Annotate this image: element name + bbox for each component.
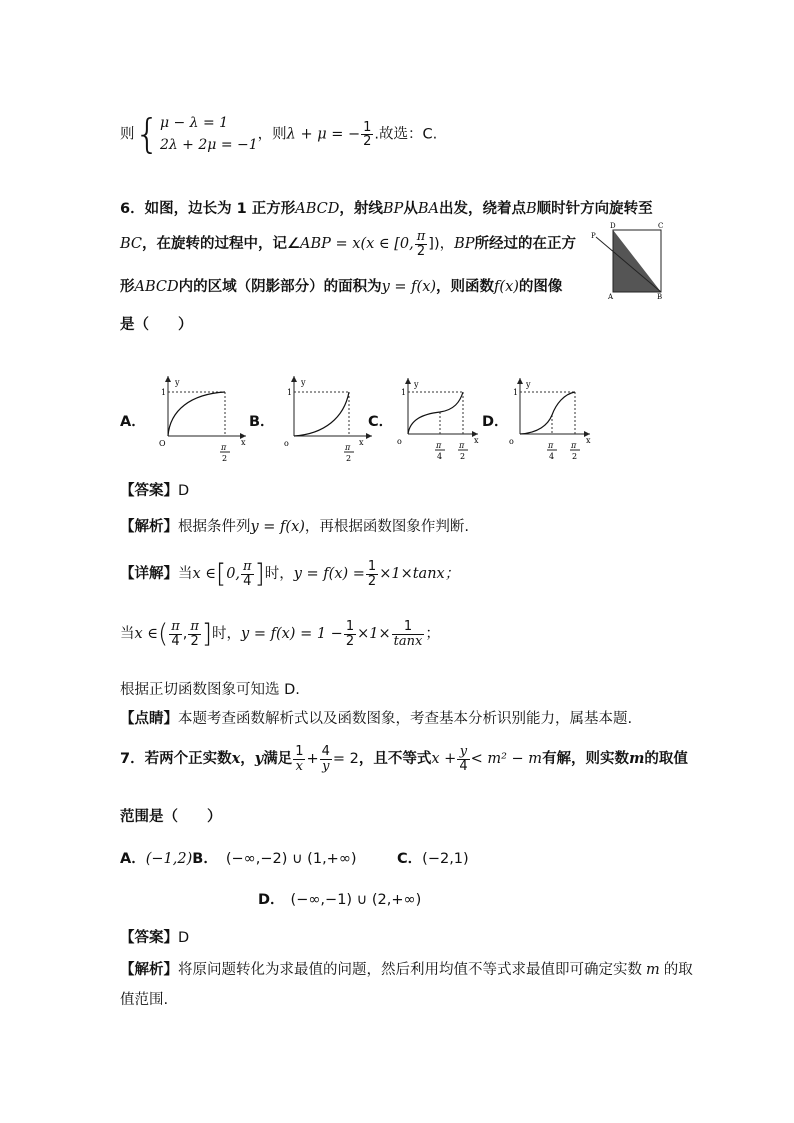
shaded-region bbox=[613, 230, 661, 292]
system-eq1: μ − λ = 1 bbox=[159, 115, 229, 131]
q6-l1c: 从 bbox=[403, 201, 418, 217]
q6-l2a: ，在旋转的过程中，记∠ bbox=[142, 236, 301, 253]
equation-system bbox=[160, 113, 258, 156]
q7-option-d-wrap bbox=[258, 888, 421, 909]
detail-four: 4 bbox=[243, 573, 252, 589]
d2-x-in: x ∈ bbox=[134, 626, 159, 643]
option-d-label[interactable]: D． bbox=[482, 414, 509, 430]
q7-line2: 范围是（ ） bbox=[120, 809, 222, 825]
q7-option-b-label[interactable]: B． bbox=[192, 851, 218, 867]
square-figure bbox=[588, 222, 668, 300]
curve bbox=[294, 392, 349, 436]
y-label: y bbox=[301, 378, 306, 387]
x-label: x bbox=[241, 438, 246, 447]
d2-when: 当 bbox=[120, 626, 135, 643]
q6-line3 bbox=[120, 275, 562, 296]
q6-area: y = f(x) bbox=[381, 279, 437, 295]
q6-detail-1 bbox=[120, 560, 459, 588]
two-label: 2 bbox=[460, 452, 466, 461]
half-den: 2 bbox=[367, 573, 377, 589]
origin-label: O bbox=[159, 439, 166, 448]
origin-label: o bbox=[397, 437, 402, 446]
q7-answer bbox=[120, 926, 189, 947]
q6-l3a: 形 bbox=[120, 279, 135, 295]
bracket-close-2: ] bbox=[201, 619, 213, 650]
option-a-label[interactable]: A． bbox=[120, 414, 146, 430]
q7-answer-value: D bbox=[178, 930, 190, 946]
q7-option-a-label[interactable]: A． bbox=[120, 851, 146, 867]
detail-time: 时， bbox=[264, 566, 294, 583]
q7-option-c-label[interactable]: C． bbox=[397, 851, 423, 867]
q7-den-4: 4 bbox=[459, 758, 468, 774]
origin-label: o bbox=[284, 439, 289, 448]
d2-four: 4 bbox=[171, 633, 180, 649]
detail-expr1: y = f(x) = bbox=[293, 566, 365, 583]
q7-l1d: 有解，则实数 bbox=[542, 751, 630, 768]
label-p: P bbox=[591, 232, 596, 240]
system-eq2: 2λ + 2μ = −1 bbox=[159, 136, 258, 153]
q7-option-a[interactable]: (−1,2) bbox=[145, 851, 193, 867]
analysis-text-b: ，再根据函数图象作判断. bbox=[304, 519, 470, 535]
q7-option-c-wrap bbox=[397, 847, 469, 868]
q6-l2c: ])， bbox=[428, 236, 455, 253]
q7-options-row1 bbox=[120, 847, 357, 868]
label-b: B bbox=[657, 293, 663, 300]
graph-d[interactable] bbox=[500, 370, 605, 465]
q6-line4: 是（ ） bbox=[120, 317, 193, 333]
q6-abcd2: ABCD bbox=[134, 279, 179, 295]
y-label: y bbox=[414, 380, 419, 389]
q7-analysis-c: 值范围. bbox=[120, 992, 169, 1008]
q7-frac-4y bbox=[320, 745, 332, 773]
q6-answer bbox=[120, 479, 189, 500]
point-label: 【点睛】 bbox=[120, 711, 178, 727]
d2-one-over-tan bbox=[392, 620, 425, 648]
d2-half-num: 1 bbox=[345, 619, 355, 634]
answer-value: D bbox=[178, 483, 190, 499]
answer-label: 【答案】 bbox=[120, 483, 178, 499]
bracket-open: [ bbox=[216, 559, 227, 590]
detail-pi-quarter bbox=[241, 560, 254, 588]
q7-analysis-label: 【解析】 bbox=[120, 962, 178, 978]
two-label: 2 bbox=[346, 454, 352, 463]
q6-bp: BP bbox=[382, 201, 404, 217]
detail-int: 0, bbox=[226, 566, 241, 583]
analysis-expr: y = f(x) bbox=[250, 519, 305, 535]
curve bbox=[168, 392, 225, 436]
y-arrow-icon bbox=[405, 378, 411, 384]
q6-abp: ABP = x bbox=[300, 236, 361, 253]
d2-pi-half bbox=[188, 620, 201, 648]
d2-one: 1 bbox=[392, 620, 425, 635]
prev-then: ，则 bbox=[257, 126, 287, 143]
d2-end: ； bbox=[425, 626, 440, 643]
prev-frac-num: 1 bbox=[363, 119, 372, 135]
graph-a[interactable] bbox=[146, 370, 251, 465]
q7-x: x bbox=[231, 750, 241, 768]
detail-expr1-tail: ×1×tanx； bbox=[379, 566, 460, 583]
q7-num4: 4 bbox=[321, 744, 330, 759]
curve bbox=[520, 392, 575, 434]
prev-tail: .故选：C. bbox=[374, 126, 438, 143]
q6-two: 2 bbox=[416, 243, 426, 259]
q6-point bbox=[120, 707, 632, 728]
option-b-label[interactable]: B． bbox=[249, 414, 275, 430]
pi-label: π bbox=[345, 443, 351, 452]
q7-ineq-a: x + bbox=[431, 751, 457, 768]
q6-ba: BA bbox=[417, 201, 439, 217]
paren-open: ( bbox=[158, 619, 169, 650]
d2-time: 时， bbox=[212, 626, 242, 643]
prev-solution-line bbox=[120, 113, 437, 156]
q7-l1b: 满足 bbox=[263, 751, 293, 768]
d2-pi-quarter bbox=[169, 620, 182, 648]
q6-line1 bbox=[120, 197, 653, 218]
detail-label: 【详解】 bbox=[120, 566, 178, 583]
detail-when: 当 bbox=[178, 566, 193, 583]
d2-tan: tanx bbox=[393, 633, 423, 649]
q6-pi: π bbox=[416, 229, 426, 244]
prev-result: λ + μ = − bbox=[286, 126, 361, 143]
x-arrow-icon bbox=[366, 433, 372, 439]
q6-l1e: 顺时针方向旋转至 bbox=[536, 201, 653, 217]
q7-comma: ， bbox=[240, 751, 255, 768]
label-d: D bbox=[610, 222, 616, 230]
q7-den-x: x bbox=[295, 758, 303, 774]
x-label: x bbox=[586, 436, 591, 445]
d2-half-den: 2 bbox=[345, 633, 355, 649]
q7-option-d[interactable]: (−∞,−1) ∪ (2,+∞) bbox=[290, 892, 422, 908]
q6-l1b: ，射线 bbox=[339, 201, 383, 217]
q7-analysis-a: 将原问题转化为求最值的问题，然后利用均值不等式求最值即可确定实数 bbox=[178, 962, 642, 978]
q7-den-y: y bbox=[322, 758, 330, 774]
analysis-text-a: 根据条件列 bbox=[178, 519, 251, 535]
q7-l1a: 7．若两个正实数 bbox=[120, 751, 232, 768]
q7-eq-rhs: = 2 bbox=[332, 751, 359, 768]
q7-m: m bbox=[629, 750, 645, 768]
q7-option-c[interactable]: (−2,1) bbox=[422, 851, 469, 867]
origin-label: o bbox=[509, 437, 514, 446]
q7-option-b[interactable]: (−∞,−2) ∪ (1,+∞) bbox=[225, 851, 357, 867]
q7-analysis-b: 的取 bbox=[663, 962, 693, 978]
q6-detail-2: 当x ∈( $\frac{\pi}{4}$ , $\frac{\pi}{2}$ ]时，y = f(x) = 1 − $\frac{1}{2}$ ×1× $\frac{1}{\tan x}$ ； bbox=[120, 619, 440, 650]
two-label: 2 bbox=[572, 452, 578, 461]
four-label: 4 bbox=[437, 452, 443, 461]
one-label: 1 bbox=[161, 388, 167, 397]
q7-l1c: ，且不等式 bbox=[358, 751, 432, 768]
q7-frac-1x bbox=[293, 745, 305, 773]
system-brace: { bbox=[134, 111, 160, 158]
option-c-label[interactable]: C． bbox=[368, 414, 394, 430]
q6-l3b: 内的区域（阴影部分）的面积为 bbox=[178, 279, 382, 295]
q6-abcd: ABCD bbox=[295, 201, 340, 217]
d2-half bbox=[344, 620, 356, 648]
q7-analysis-m: m bbox=[646, 962, 660, 978]
one-label: 1 bbox=[513, 388, 519, 397]
q7-line1: 7．若两个正实数x，y满足 $\frac{1}{x}$ + $\frac{4}{y}$ = 2，且不等式x + $\frac{y}{4}$ < m² − m有解，则实数m的取值 bbox=[120, 744, 688, 774]
q6-l1a: 6．如图，边长为 1 正方形 bbox=[120, 201, 296, 217]
q7-frac-y4 bbox=[457, 745, 469, 773]
q7-ineq-b: < m² − m bbox=[470, 751, 543, 768]
q6-bp2: BP bbox=[454, 236, 475, 253]
detail-half bbox=[366, 560, 378, 588]
prev-fraction bbox=[361, 121, 373, 149]
half-num: 1 bbox=[367, 559, 377, 574]
q6-l1d: 出发，绕着点 bbox=[438, 201, 526, 217]
d2-two: 2 bbox=[190, 633, 199, 649]
q7-num1: 1 bbox=[295, 744, 304, 759]
y-label: y bbox=[526, 380, 531, 389]
pi-label-2: π bbox=[571, 441, 577, 450]
x-label: x bbox=[359, 438, 364, 447]
q7-option-d-label[interactable]: D． bbox=[258, 892, 285, 908]
q6-analysis bbox=[120, 515, 469, 536]
q7-y: y bbox=[254, 750, 264, 768]
two-label: 2 bbox=[222, 454, 228, 463]
q6-l3d: 的图像 bbox=[518, 279, 563, 295]
q7-num-y: y bbox=[457, 745, 469, 760]
curve bbox=[408, 392, 463, 434]
d2-pi: π bbox=[171, 619, 180, 634]
x-label: x bbox=[474, 436, 479, 445]
point-text: 本题考查函数解析式以及函数图象，考查基本分析识别能力，属基本题. bbox=[178, 711, 633, 727]
prev-frac-den: 2 bbox=[363, 134, 372, 150]
d2-expr: y = f(x) = 1 − bbox=[241, 626, 343, 643]
q6-conclusion: 根据正切函数图象可知选 D. bbox=[120, 682, 300, 698]
detail-x-in: x ∈ bbox=[192, 566, 217, 583]
analysis-label: 【解析】 bbox=[120, 519, 178, 535]
y-arrow-icon bbox=[165, 376, 171, 382]
q6-line2 bbox=[120, 230, 576, 258]
label-c: C bbox=[658, 222, 664, 230]
pi-label-2: π bbox=[459, 441, 465, 450]
q6-l3c: ，则函数 bbox=[436, 279, 495, 295]
q6-fx: f(x) bbox=[494, 279, 519, 295]
pi-label-4: π bbox=[436, 441, 442, 450]
q6-l2b: (x ∈ [0, bbox=[360, 236, 414, 253]
d2-mid: ×1× bbox=[357, 626, 391, 643]
four-label: 4 bbox=[549, 452, 555, 461]
q6-l2d: 所经过的在正方 bbox=[474, 236, 577, 253]
q7-analysis bbox=[120, 958, 693, 979]
d2-pi-b: π bbox=[190, 619, 199, 634]
detail-pi: π bbox=[243, 559, 252, 574]
q6-pi-half bbox=[415, 230, 428, 258]
q6-b: B bbox=[525, 201, 537, 217]
prev-ze: 则 bbox=[120, 126, 135, 143]
one-label: 1 bbox=[401, 388, 407, 397]
graph-b[interactable] bbox=[272, 370, 377, 465]
q7-l1e: 的取值 bbox=[644, 751, 688, 768]
graph-c[interactable] bbox=[388, 370, 493, 465]
pi-label: π bbox=[221, 443, 227, 452]
q7-answer-label: 【答案】 bbox=[120, 930, 178, 946]
y-arrow-icon bbox=[291, 376, 297, 382]
label-a: A bbox=[608, 293, 614, 300]
y-arrow-icon bbox=[517, 378, 523, 384]
bracket-close: ] bbox=[254, 559, 265, 590]
y-label: y bbox=[175, 378, 180, 387]
pi-label-4: π bbox=[548, 441, 554, 450]
q6-bc: BC bbox=[120, 236, 143, 253]
one-label: 1 bbox=[287, 388, 293, 397]
